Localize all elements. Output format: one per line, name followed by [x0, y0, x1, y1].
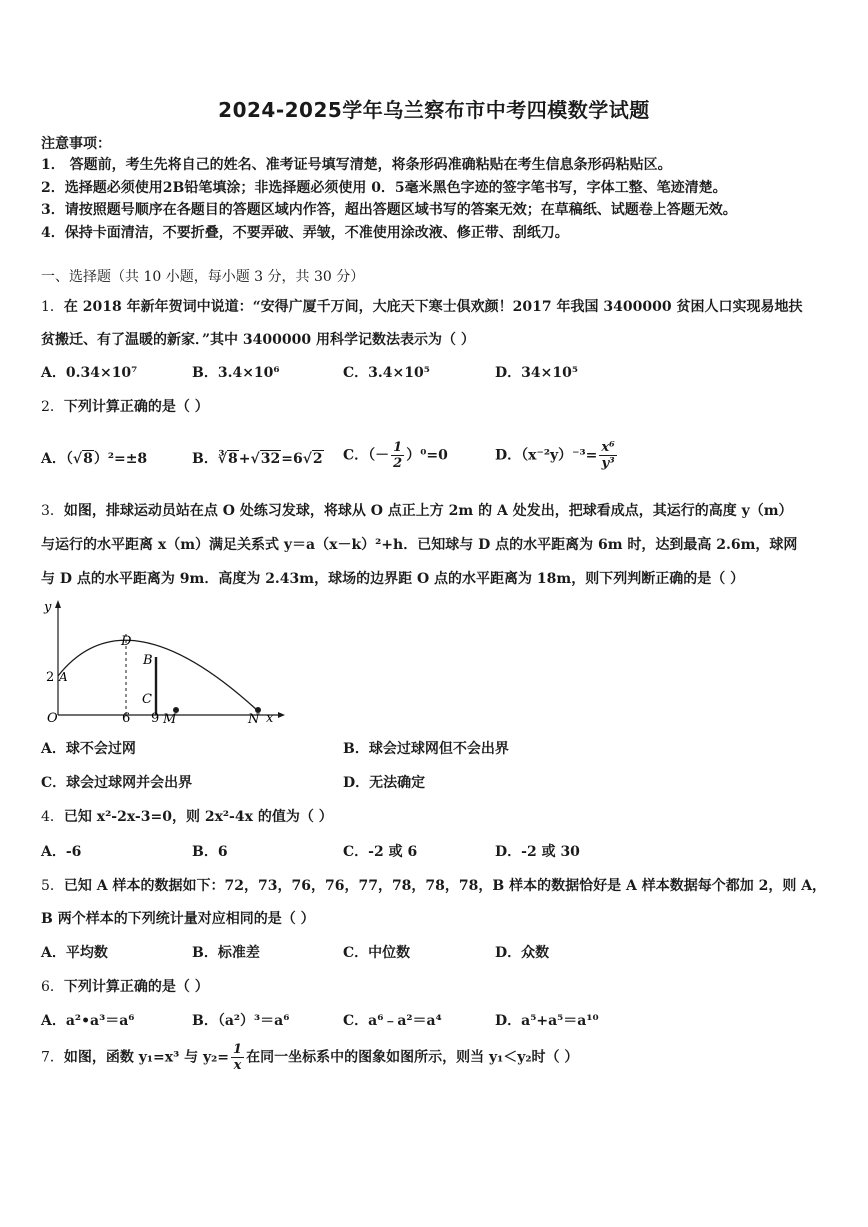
question-number: 5．	[41, 878, 64, 894]
option-prefix: A．（√	[41, 451, 83, 467]
radicand: 2	[312, 451, 323, 467]
option-suffix: ）⁰=0	[406, 447, 448, 464]
radicand: 8	[228, 451, 238, 467]
q2-option-b[interactable]	[192, 450, 324, 468]
question-text: 下列计算正确的是（ ）	[63, 399, 209, 415]
fraction-numerator: 1	[393, 440, 403, 455]
q4-option-d[interactable]: D．-2 或 30	[495, 844, 580, 860]
q1-option-b[interactable]: B．3.4×10⁶	[192, 365, 280, 381]
fraction-denominator: y³	[601, 456, 615, 471]
question-text: 在 2018 年新年贺词中说道：“安得广厦千万间，大庇天下寒士俱欢颜！2017 年我国 3400000 贫困人口实现易地扶	[63, 299, 803, 315]
x-label: x	[266, 711, 274, 726]
question-number: 4．	[41, 809, 64, 825]
label-a: A	[59, 670, 68, 684]
q4-option-b[interactable]: B．6	[192, 844, 228, 860]
q3-option-c[interactable]: C．球会过球网并会出界	[41, 775, 193, 791]
question-number: 6．	[41, 979, 64, 995]
trajectory-figure	[38, 598, 288, 730]
label-m: M	[163, 712, 177, 727]
label-6: 6	[122, 711, 131, 726]
question-3-cont-1: 与运行的水平距离 x（m）满足关系式 y＝a（x－k）²+h．已知球与 D 点的水平距离为 6m 时，达到最高 2.6m，球网	[41, 537, 798, 553]
q6-option-b[interactable]: B．（a²）³＝a⁶	[192, 1013, 290, 1029]
question-number: 1．	[41, 299, 64, 315]
q1-option-c[interactable]: C．3.4×10⁵	[343, 365, 430, 381]
question-number: 2．	[41, 399, 64, 415]
q1-option-d[interactable]: D．34×10⁵	[495, 365, 578, 381]
notice-item-3: 3．请按照题号顺序在各题目的答题区域内作答，超出答题区域书写的答案无效；在草稿纸、试题卷上答题无效。	[41, 202, 737, 218]
label-9: 9	[151, 711, 160, 726]
notice-item-4: 4．保持卡面清洁，不要折叠，不要弄破、弄皱，不准使用涂改液、修正带、刮纸刀。	[41, 225, 569, 241]
option-prefix: B．∛	[192, 451, 228, 467]
fraction-denominator: x	[233, 1058, 242, 1073]
q3-option-b[interactable]: B．球会过球网但不会出界	[343, 741, 509, 757]
fraction-denominator: 2	[393, 456, 403, 471]
question-2	[41, 398, 209, 416]
option-prefix: C．（－	[343, 447, 390, 464]
fraction	[391, 440, 404, 471]
question-5	[41, 877, 826, 895]
question-1	[41, 298, 802, 316]
equals-sqrt: =6√	[281, 451, 312, 467]
q2-option-c[interactable]	[343, 440, 448, 471]
question-7	[41, 1042, 578, 1073]
q6-option-a[interactable]: A．a²•a³＝a⁶	[41, 1013, 135, 1029]
question-4	[41, 808, 333, 826]
q4-option-c[interactable]: C．-2 或 6	[343, 844, 418, 860]
label-c: C	[142, 692, 152, 707]
question-text: 已知 x²-2x-3=0，则 2x²-4x 的值为（ ）	[63, 809, 333, 825]
q5-option-b[interactable]: B．标准差	[192, 945, 260, 961]
fraction	[599, 440, 616, 471]
q2-option-d[interactable]	[495, 440, 619, 471]
fraction-numerator: 1	[233, 1042, 243, 1057]
question-text: 如图，排球运动员站在点 O 处练习发球，将球从 O 点正上方 2m 的 A 处发出，把球看成点，其运行的高度 y（m）	[63, 503, 793, 519]
fraction-numerator: x⁶	[601, 440, 615, 455]
label-2: 2	[46, 670, 55, 685]
origin-label: O	[47, 711, 58, 726]
notice-item-1: 1． 答题前，考生先将自己的姓名、准考证号填写清楚，将条形码准确粘贴在考生信息条形码粘贴区。	[41, 157, 672, 173]
question-number: 7．	[41, 1049, 64, 1066]
option-prefix: D．（x⁻²y）⁻³=	[495, 447, 598, 464]
question-1-cont: 贫搬迁、有了温暖的新家．”其中 3400000 用科学记数法表示为（ ）	[41, 332, 475, 348]
x-axis-arrow	[278, 712, 285, 718]
plus-sqrt: +√	[238, 451, 260, 467]
y-label: y	[44, 600, 52, 615]
y-axis-arrow	[55, 600, 61, 608]
q5-option-a[interactable]: A．平均数	[41, 945, 108, 961]
fraction	[231, 1042, 244, 1073]
option-suffix: ）²=±8	[93, 451, 148, 467]
trajectory-curve	[58, 640, 258, 711]
label-d: D	[121, 634, 132, 649]
q2-option-a[interactable]	[41, 450, 147, 468]
radicand: 32	[260, 451, 281, 467]
q5-option-d[interactable]: D．众数	[495, 945, 550, 961]
question-text-cont: 在同一坐标系中的图象如图所示，则当 y₁＜y₂时（ ）	[246, 1049, 579, 1066]
label-b: B	[143, 653, 153, 668]
question-text: 已知 A 样本的数据如下：72，73，76，76，77，78，78，78，B 样本的数据恰好是 A 样本数据每个都加 2，则 A，	[63, 878, 827, 894]
question-5-cont: B 两个样本的下列统计量对应相同的是（ ）	[41, 911, 315, 927]
q3-option-a[interactable]: A．球不会过网	[41, 741, 136, 757]
notice-heading: 注意事项：	[41, 136, 111, 152]
label-n: N	[248, 712, 260, 727]
notice-item-2: 2．选择题必须使用2B铅笔填涂；非选择题必须使用 0．5毫米黑色字迹的签字笔书写，字体工整、笔迹清楚。	[41, 180, 727, 196]
q6-option-d[interactable]: D．a⁵+a⁵＝a¹⁰	[495, 1013, 599, 1029]
question-text: 如图，函数 y₁=x³ 与 y₂=	[63, 1049, 230, 1066]
q3-option-d[interactable]: D．无法确定	[343, 775, 426, 791]
question-3-cont-2: 与 D 点的水平距离为 9m．高度为 2.43m，球场的边界距 O 点的水平距离为 18m，则下列判断正确的是（ ）	[41, 571, 745, 587]
radicand: 8	[83, 451, 93, 467]
section-heading: 一、选择题（共 10 小题，每小题 3 分，共 30 分）	[41, 269, 365, 285]
q6-option-c[interactable]: C．a⁶﹣a²＝a⁴	[343, 1013, 442, 1029]
q1-option-a[interactable]: A．0.34×10⁷	[41, 365, 138, 381]
page-title: 2024-2025学年乌兰察布市中考四模数学试题	[218, 98, 650, 122]
question-number: 3．	[41, 503, 64, 519]
q5-option-c[interactable]: C．中位数	[343, 945, 411, 961]
question-6	[41, 978, 209, 996]
question-3	[41, 502, 793, 520]
question-text: 下列计算正确的是（ ）	[63, 979, 209, 995]
q4-option-a[interactable]: A．-6	[41, 844, 82, 860]
